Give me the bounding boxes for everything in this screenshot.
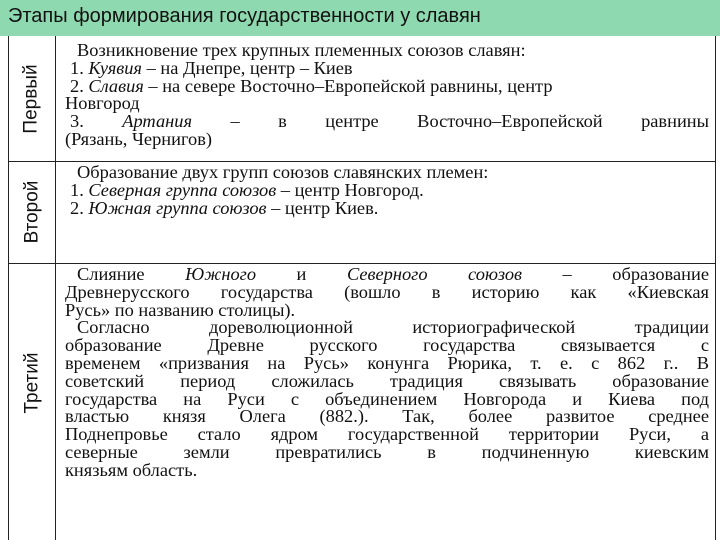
text-line: северные земли превратились в подчиненную киевским	[65, 441, 709, 462]
text-line: властью князя Олега (882.). Так, более развитое среднее	[65, 406, 709, 427]
title-bar	[0, 0, 720, 36]
text-line: временем «призвания на Русь» конунга Рюрика, т. е. с 862 г.. В	[65, 352, 709, 373]
text-line: Возникновение трех крупных племенных союзов славян:	[77, 40, 526, 60]
text-line: Слияние Южного и Северного союзов – образование	[77, 264, 709, 284]
text-line: Согласно дореволюционной историографической традиции	[77, 317, 709, 338]
stage-label-first: Первый	[21, 63, 42, 134]
text-line: Поднепровье стало ядром государственной территории Руси, а	[65, 424, 709, 445]
column-divider	[55, 36, 56, 540]
stage-label-second: Второй	[21, 180, 43, 244]
text-line: Новгород	[65, 93, 140, 114]
text-line: 1. Куявия – на Днепре, центр – Киев	[70, 57, 353, 78]
slide-title: Этапы формирования государственности у славян	[8, 5, 481, 27]
stage-first-text	[65, 42, 709, 149]
text-line: советский период сложилась традиция связывать образование	[65, 370, 709, 391]
stage-second-text	[65, 164, 709, 217]
text-line: 2. Южная группа союзов – центр Киев.	[70, 197, 379, 218]
text-line: 2. Славия – на севере Восточно–Европейской равнины, центр	[70, 75, 553, 96]
stage-label-third: Третий	[21, 352, 43, 414]
text-line: образование Древне русского государства связывается с	[65, 335, 709, 356]
text-line: Русь» по названию столицы).	[65, 299, 296, 320]
text-line: князьям область.	[65, 459, 198, 480]
text-line: 3. Артания – в центре Восточно–Европейской равнины	[70, 111, 709, 132]
text-line: государства на Руси с объединением Новгорода и Киева под	[65, 388, 709, 409]
text-line: Образование двух групп союзов славянских племен:	[77, 162, 489, 182]
text-line: 1. Северная группа союзов – центр Новгород.	[70, 179, 424, 200]
text-line: Древнерусского государства (вошло в историю как «Киевская	[65, 281, 709, 302]
stage-third-text	[65, 266, 709, 480]
text-line: (Рязань, Чернигов)	[65, 128, 213, 149]
